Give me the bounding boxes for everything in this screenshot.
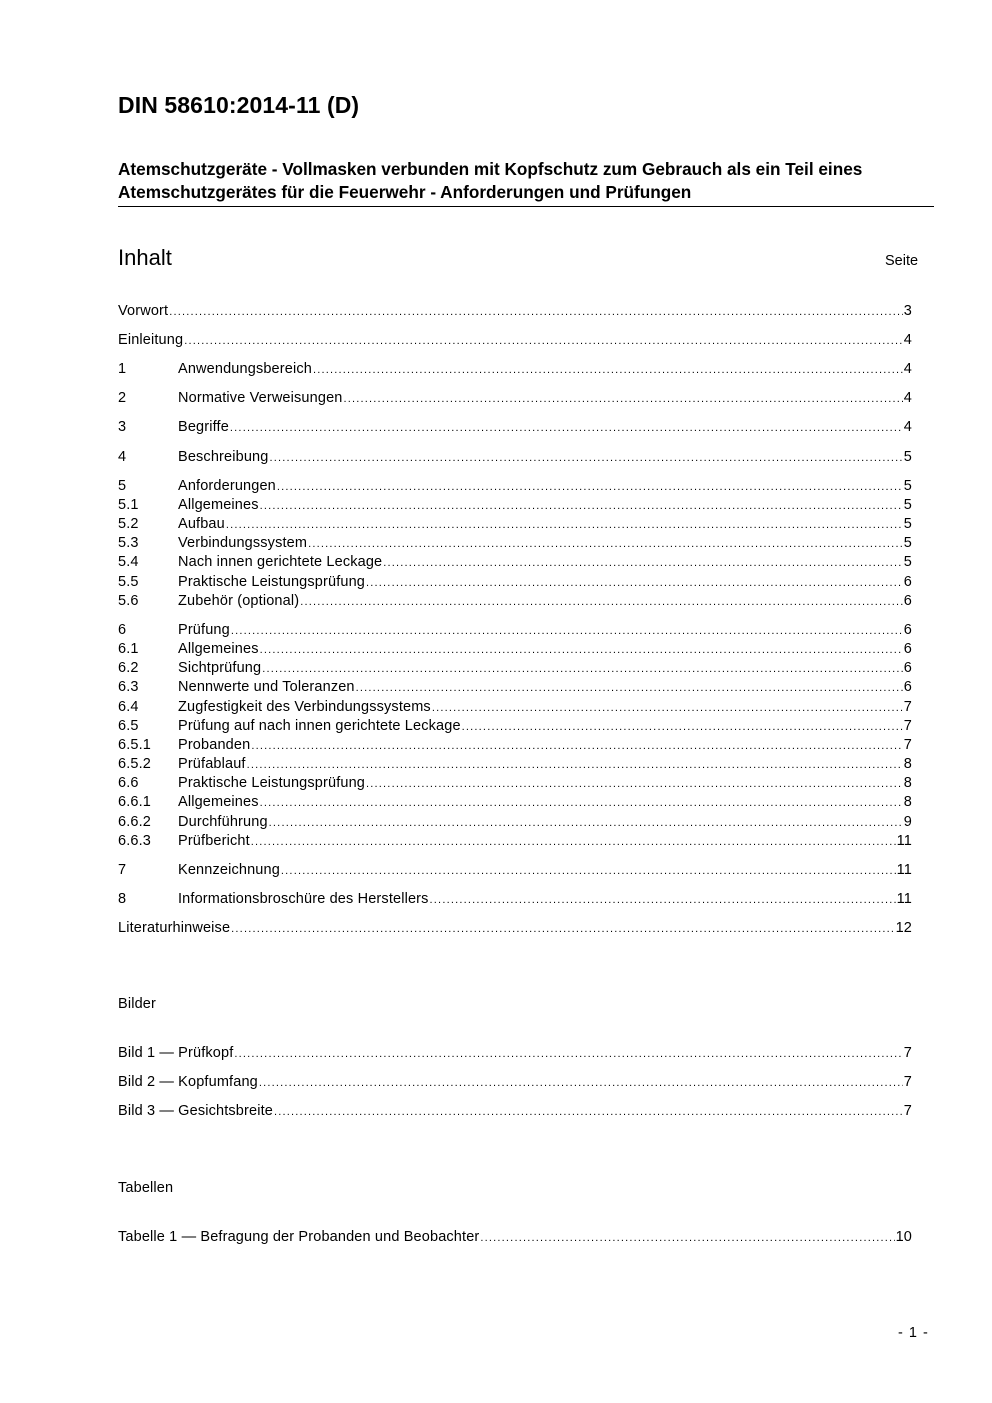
toc-entry-text: Anwendungsbereich — [178, 361, 312, 377]
leader-dots — [259, 1074, 903, 1093]
toc-entry[interactable] — [118, 755, 912, 774]
leader-dots — [260, 497, 903, 516]
toc-entry-page: 4 — [903, 419, 912, 435]
toc-entry-number: 1 — [118, 361, 127, 377]
figure-entry-text: Bild 2 — Kopfumfang — [118, 1074, 258, 1090]
leader-dots — [366, 574, 903, 593]
toc-entry[interactable] — [118, 331, 912, 350]
leader-dots — [230, 419, 903, 438]
toc-entry-page: 6 — [903, 679, 912, 695]
toc-entry[interactable] — [118, 534, 912, 553]
toc-entry-text: Zugfestigkeit des Verbindungssystems — [178, 699, 431, 715]
toc-entry[interactable] — [118, 477, 912, 496]
figures-heading: Bilder — [118, 996, 156, 1012]
toc-entry[interactable] — [118, 813, 912, 832]
leader-dots — [234, 1045, 902, 1064]
toc-entry-number: 6.6.2 — [118, 814, 151, 830]
toc-entry[interactable] — [118, 573, 912, 592]
toc-entry-number: 5.1 — [118, 497, 139, 513]
toc-entry-text: Einleitung — [118, 332, 184, 348]
leader-dots — [300, 593, 903, 612]
toc-entry-number: 6.3 — [118, 679, 139, 695]
toc-entry[interactable] — [118, 621, 912, 640]
toc-entry[interactable] — [118, 919, 912, 938]
figure-entry[interactable] — [118, 1073, 912, 1092]
document-title: DIN 58610:2014-11 (D) — [118, 92, 360, 118]
toc-entry-text: Informationsbroschüre des Herstellers — [178, 891, 429, 907]
toc-entry-page: 6 — [903, 641, 912, 657]
figure-entry-text: Bild 1 — Prüfkopf — [118, 1045, 234, 1061]
title-divider — [118, 206, 934, 207]
toc-entry[interactable] — [118, 774, 912, 793]
toc-entry-page: 5 — [903, 554, 912, 570]
toc-entry[interactable] — [118, 418, 912, 437]
toc-entry[interactable] — [118, 389, 912, 408]
toc-entry-number: 6.5.1 — [118, 737, 151, 753]
toc-entry-page: 6 — [903, 660, 912, 676]
toc-entry-number: 6.4 — [118, 699, 139, 715]
toc-entry-page: 6 — [903, 574, 912, 590]
figure-entry[interactable] — [118, 1044, 912, 1063]
leader-dots — [269, 814, 903, 833]
toc-entry-text: Nennwerte und Toleranzen — [178, 679, 355, 695]
toc-entry-text: Begriffe — [178, 419, 229, 435]
leader-dots — [269, 449, 902, 468]
toc-entry[interactable] — [118, 678, 912, 697]
toc-entry[interactable] — [118, 553, 912, 572]
toc-entry[interactable] — [118, 659, 912, 678]
toc-heading: Inhalt — [118, 245, 172, 270]
toc-entry-number: 6.1 — [118, 641, 139, 657]
toc-entry[interactable] — [118, 698, 912, 717]
toc-entry-text: Allgemeines — [178, 641, 259, 657]
toc-entry-page: 6 — [903, 622, 912, 638]
toc-entry-page: 12 — [895, 920, 912, 936]
leader-dots — [430, 891, 896, 910]
toc-entry-number: 7 — [118, 862, 127, 878]
toc-entry-number: 6.6.3 — [118, 833, 151, 849]
toc-entry-text: Allgemeines — [178, 794, 259, 810]
toc-entry-text: Prüfung — [178, 622, 230, 638]
toc-entry[interactable] — [118, 793, 912, 812]
toc-entry-number: 5.3 — [118, 535, 139, 551]
toc-page-column-label: Seite — [885, 253, 919, 269]
toc-entry-number: 5.2 — [118, 516, 139, 532]
toc-entry-text: Kennzeichnung — [178, 862, 280, 878]
figure-entry[interactable] — [118, 1102, 912, 1121]
toc-entry-text: Praktische Leistungsprüfung — [178, 775, 366, 791]
figure-entry-page: 7 — [903, 1074, 912, 1090]
table-entry-page: 10 — [895, 1229, 912, 1245]
toc-entry-text: Zubehör (optional) — [178, 593, 300, 609]
leader-dots — [226, 516, 903, 535]
toc-entry-number: 5.4 — [118, 554, 139, 570]
toc-entry-number: 5.6 — [118, 593, 139, 609]
toc-entry-text: Anforderungen — [178, 478, 276, 494]
toc-entry-text: Normative Verweisungen — [178, 390, 343, 406]
figure-entry-page: 7 — [903, 1045, 912, 1061]
toc-entry-page: 4 — [903, 361, 912, 377]
toc-entry-text: Sichtprüfung — [178, 660, 262, 676]
toc-entry[interactable] — [118, 640, 912, 659]
toc-entry-page: 5 — [903, 478, 912, 494]
page-number: - 1 - — [898, 1325, 929, 1341]
toc-entry-text: Prüfbericht — [178, 833, 250, 849]
toc-entry-number: 4 — [118, 449, 127, 465]
leader-dots — [169, 303, 903, 322]
toc-entry-number: 5.5 — [118, 574, 139, 590]
toc-entry-page: 3 — [903, 303, 912, 319]
toc-entry[interactable] — [118, 302, 912, 321]
toc-entry-page: 11 — [896, 891, 912, 907]
toc-entry-number: 6.6.1 — [118, 794, 151, 810]
document-subtitle: Atemschutzgeräte - Vollmasken verbunden mit Kopfschutz zum Gebrauch als ein Teil eines Atemschutzgerätes für die Feuerwehr - Anforderungen und Prüfungen — [118, 159, 863, 202]
leader-dots — [313, 361, 903, 380]
leader-dots — [383, 554, 903, 573]
toc-entry-text: Aufbau — [178, 516, 225, 532]
toc-entry-number: 8 — [118, 891, 127, 907]
leader-dots — [356, 679, 903, 698]
toc-entry-page: 5 — [903, 497, 912, 513]
toc-entry-number: 6 — [118, 622, 127, 638]
leader-dots — [274, 1103, 903, 1122]
toc-entry-page: 5 — [903, 449, 912, 465]
leader-dots — [432, 699, 903, 718]
toc-entry[interactable] — [118, 736, 912, 755]
toc-entry-page: 5 — [903, 516, 912, 532]
toc-entry-page: 7 — [903, 718, 912, 734]
leader-dots — [231, 920, 894, 939]
toc-entry-text: Allgemeines — [178, 497, 259, 513]
leader-dots — [480, 1229, 894, 1248]
toc-entry-text: Beschreibung — [178, 449, 269, 465]
toc-entry-number: 3 — [118, 419, 127, 435]
toc-entry-text: Literaturhinweise — [118, 920, 231, 936]
toc-entry[interactable] — [118, 360, 912, 379]
leader-dots — [251, 833, 896, 852]
tables-heading: Tabellen — [118, 1180, 174, 1196]
leader-dots — [260, 641, 903, 660]
leader-dots — [231, 622, 903, 641]
toc-entry-text: Probanden — [178, 737, 251, 753]
toc-entry-text: Verbindungssystem — [178, 535, 308, 551]
toc-entry-page: 7 — [903, 699, 912, 715]
toc-entry-page: 11 — [896, 833, 912, 849]
table-entry[interactable] — [118, 1228, 912, 1247]
toc-entry-text: Vorwort — [118, 303, 169, 319]
toc-entry-number: 2 — [118, 390, 127, 406]
leader-dots — [366, 775, 903, 794]
toc-entry-text: Praktische Leistungsprüfung — [178, 574, 366, 590]
toc-entry-number: 6.5.2 — [118, 756, 151, 772]
toc-entry-page: 8 — [903, 756, 912, 772]
toc-entry-page: 8 — [903, 794, 912, 810]
leader-dots — [277, 478, 903, 497]
toc-entry-text: Nach innen gerichtete Leckage — [178, 554, 383, 570]
figure-entry-page: 7 — [903, 1103, 912, 1119]
toc-entry-number: 6.2 — [118, 660, 139, 676]
leader-dots — [184, 332, 903, 351]
toc-entry[interactable] — [118, 515, 912, 534]
leader-dots — [308, 535, 903, 554]
toc-entry-text: Durchführung — [178, 814, 268, 830]
toc-entry[interactable] — [118, 717, 912, 736]
toc-entry-page: 6 — [903, 593, 912, 609]
toc-entry-page: 9 — [903, 814, 912, 830]
toc-entry[interactable] — [118, 890, 912, 909]
toc-entry[interactable] — [118, 448, 912, 467]
toc-entry[interactable] — [118, 592, 912, 611]
toc-entry-page: 4 — [903, 332, 912, 348]
toc-entry-number: 6.6 — [118, 775, 139, 791]
toc-entry-page: 8 — [903, 775, 912, 791]
leader-dots — [281, 862, 896, 881]
table-entry-text: Tabelle 1 — Befragung der Probanden und Beobachter — [118, 1229, 480, 1245]
toc-entry-page: 4 — [903, 390, 912, 406]
leader-dots — [344, 390, 903, 409]
toc-entry-text: Prüfung auf nach innen gerichtete Leckage — [178, 718, 461, 734]
toc-entry-text: Prüfablauf — [178, 756, 246, 772]
leader-dots — [251, 737, 902, 756]
leader-dots — [247, 756, 903, 775]
toc-entry-number: 5 — [118, 478, 127, 494]
toc-entry[interactable] — [118, 861, 912, 880]
leader-dots — [262, 660, 903, 679]
toc-entry-page: 11 — [896, 862, 912, 878]
toc-entry-page: 7 — [903, 737, 912, 753]
figure-entry-text: Bild 3 — Gesichtsbreite — [118, 1103, 273, 1119]
toc-entry-page: 5 — [903, 535, 912, 551]
leader-dots — [260, 794, 903, 813]
toc-entry-number: 6.5 — [118, 718, 139, 734]
toc-entry[interactable] — [118, 832, 912, 851]
toc-entry[interactable] — [118, 496, 912, 515]
leader-dots — [462, 718, 903, 737]
